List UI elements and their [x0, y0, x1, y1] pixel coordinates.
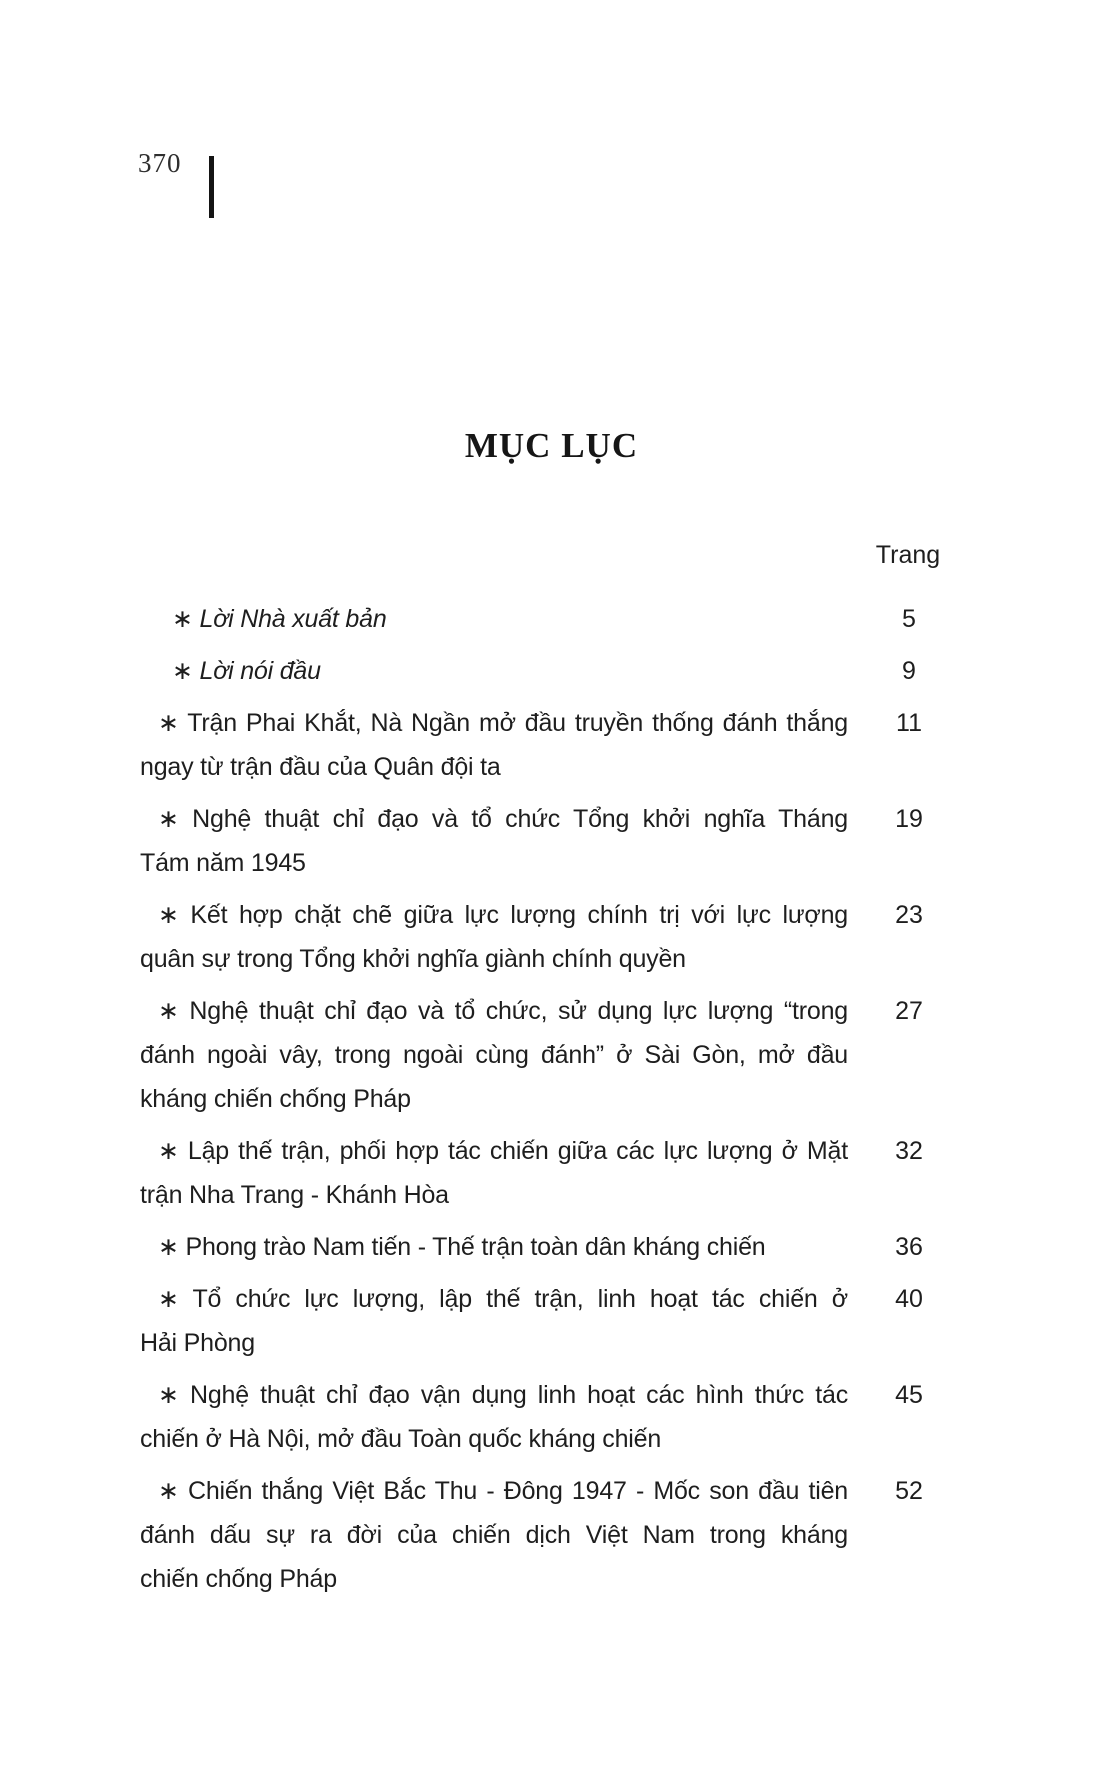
- entry-bullet-icon: ∗: [172, 657, 193, 685]
- toc-entry: [140, 893, 950, 981]
- toc-entry-page-number: 40: [895, 1285, 923, 1313]
- entry-bullet-icon: ∗: [158, 1477, 179, 1505]
- toc-entry-text: [140, 1225, 848, 1269]
- toc-entry-line: Tám năm 1945: [140, 849, 306, 877]
- toc-entry-text: [140, 1469, 848, 1601]
- toc-entry: [140, 1225, 950, 1269]
- toc-entry-line: ngay từ trận đầu của Quân đội ta: [140, 753, 501, 781]
- toc-list: [140, 597, 950, 1609]
- entry-bullet-icon: ∗: [158, 997, 179, 1025]
- toc-entry-page-number: 19: [895, 805, 923, 833]
- toc-entry-line: chiến chống Pháp: [140, 1565, 337, 1593]
- toc-entry: [140, 989, 950, 1121]
- toc-entry-line: quân sự trong Tổng khởi nghĩa giành chính quyền: [140, 945, 686, 973]
- toc-entry: [140, 1469, 950, 1601]
- toc-entry-line: đánh dấu sự ra đời của chiến dịch Việt Nam trong kháng: [140, 1521, 848, 1549]
- page-title: MỤC LỤC: [464, 426, 639, 465]
- toc-entry-page-number: 36: [895, 1233, 923, 1261]
- toc-entry-line: ∗ Lập thế trận, phối hợp tác chiến giữa các lực lượng ở Mặt: [158, 1137, 848, 1165]
- entry-bullet-icon: ∗: [172, 605, 193, 633]
- toc-entry-page-number: 11: [896, 709, 922, 737]
- entry-bullet-icon: ∗: [158, 1285, 179, 1313]
- toc-entry-page-number: 45: [895, 1381, 923, 1409]
- entry-bullet-icon: ∗: [158, 901, 179, 929]
- toc-entry-text: [140, 893, 848, 981]
- toc-entry: [140, 1373, 950, 1461]
- toc-entry: [140, 701, 950, 789]
- toc-entry: [140, 649, 950, 693]
- toc-entry-line: ∗ Chiến thắng Việt Bắc Thu - Đông 1947 - Mốc son đầu tiên: [158, 1477, 848, 1505]
- toc-entry-line: ∗ Lời Nhà xuất bản: [172, 605, 387, 633]
- toc-entry-line: Hải Phòng: [140, 1329, 255, 1357]
- toc-entry-line: ∗ Trận Phai Khắt, Nà Ngần mở đầu truyền thống đánh thắng: [158, 709, 848, 737]
- page-column-header: Trang: [875, 541, 941, 569]
- toc-entry-line: chiến ở Hà Nội, mở đầu Toàn quốc kháng chiến: [140, 1425, 662, 1453]
- toc-entry-text: [140, 989, 848, 1121]
- toc-entry: [140, 597, 950, 641]
- toc-entry-page-number: 32: [895, 1137, 923, 1165]
- entry-bullet-icon: ∗: [158, 709, 179, 737]
- toc-entry-line: đánh ngoài vây, trong ngoài cùng đánh” ở Sài Gòn, mở đầu: [140, 1041, 848, 1069]
- toc-entry-page-number: 27: [895, 997, 923, 1025]
- toc-entry-text: [140, 649, 848, 693]
- toc-entry-text: [140, 1129, 848, 1217]
- toc-entry-line: kháng chiến chống Pháp: [140, 1085, 411, 1113]
- toc-entry-text: [140, 597, 848, 641]
- toc-entry-text: [140, 701, 848, 789]
- toc-entry-line: ∗ Nghệ thuật chỉ đạo và tổ chức Tổng khởi nghĩa Tháng: [158, 805, 848, 833]
- folio-divider-bar: [209, 156, 214, 218]
- toc-entry-text: [140, 797, 848, 885]
- toc-entry-text: [140, 1277, 848, 1365]
- toc-entry-page-number: 52: [895, 1477, 923, 1505]
- toc-entry-line: ∗ Tổ chức lực lượng, lập thế trận, linh hoạt tác chiến ở: [158, 1285, 848, 1313]
- toc-entry-text: [140, 1373, 848, 1461]
- toc-entry-page-number: 23: [895, 901, 923, 929]
- toc-entry-line: ∗ Phong trào Nam tiến - Thế trận toàn dân kháng chiến: [158, 1233, 766, 1261]
- toc-entry-line: ∗ Lời nói đầu: [172, 657, 321, 685]
- toc-entry: [140, 1129, 950, 1217]
- toc-entry-line: ∗ Kết hợp chặt chẽ giữa lực lượng chính trị với lực lượng: [158, 901, 848, 929]
- folio-number: 370: [138, 148, 182, 178]
- entry-bullet-icon: ∗: [158, 1233, 179, 1261]
- toc-entry-line: trận Nha Trang - Khánh Hòa: [140, 1181, 449, 1209]
- entry-bullet-icon: ∗: [158, 805, 179, 833]
- toc-entry-line: ∗ Nghệ thuật chỉ đạo vận dụng linh hoạt các hình thức tác: [158, 1381, 848, 1409]
- toc-entry-page-number: 5: [902, 605, 916, 633]
- entry-bullet-icon: ∗: [158, 1137, 179, 1165]
- toc-entry-page-number: 9: [902, 657, 916, 685]
- toc-entry-line: ∗ Nghệ thuật chỉ đạo và tổ chức, sử dụng lực lượng “trong: [158, 997, 848, 1025]
- toc-entry: [140, 1277, 950, 1365]
- entry-bullet-icon: ∗: [158, 1381, 179, 1409]
- toc-entry: [140, 797, 950, 885]
